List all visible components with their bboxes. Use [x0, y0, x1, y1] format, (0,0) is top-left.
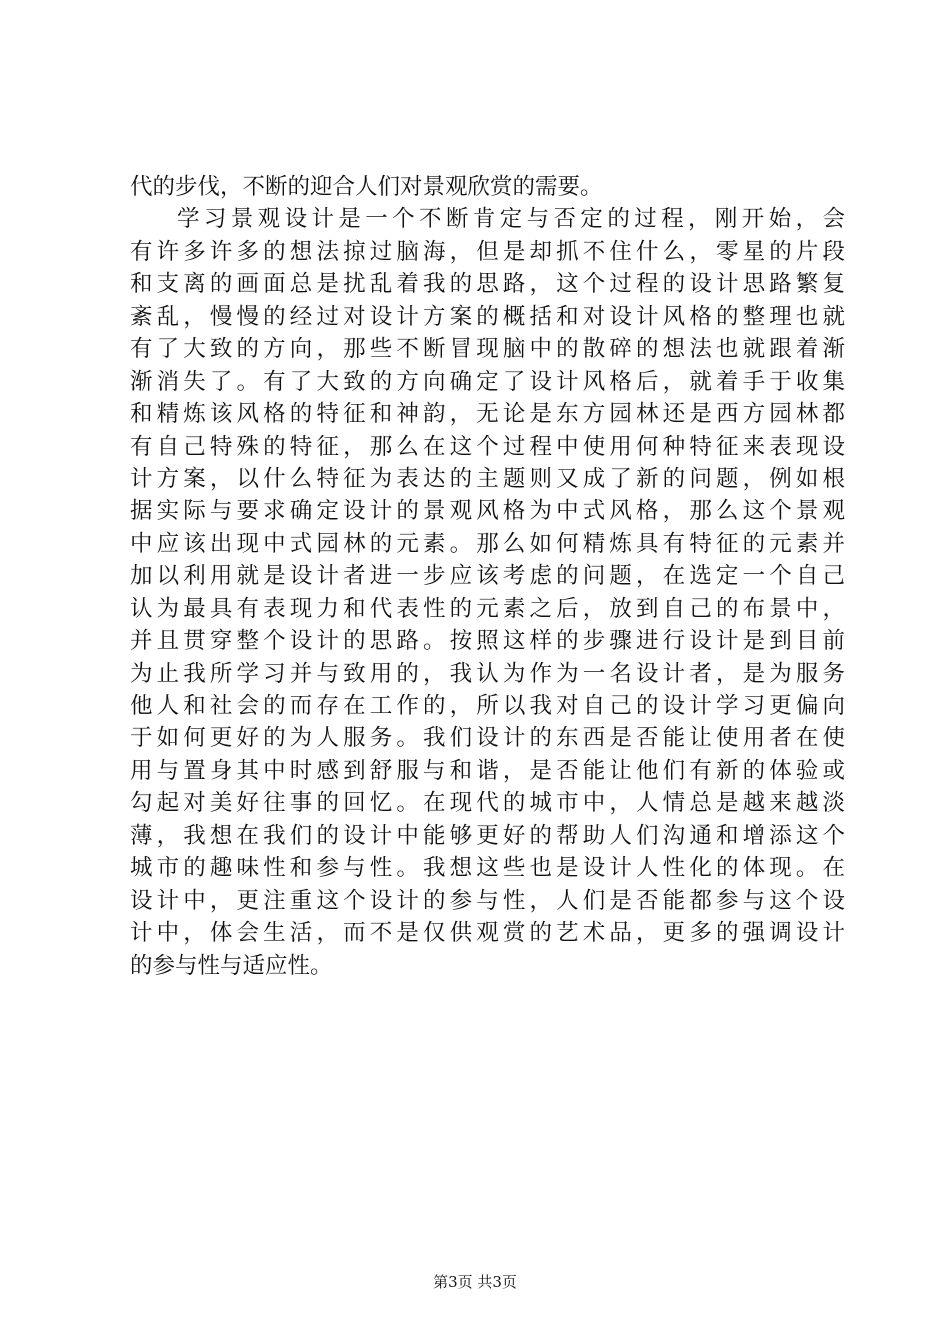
paragraph-line: 和支离的画面总是扰乱着我的思路，这个过程的设计思路繁复	[130, 271, 845, 298]
paragraph-line: 代的步伐，不断的迎合人们对景观欣赏的需要。	[130, 174, 603, 200]
paragraph-line: 薄，我想在我们的设计中能够更好的帮助人们沟通和增添这个	[130, 822, 845, 849]
paragraph-line: 学习景观设计是一个不断肯定与否定的过程，刚开始，会	[177, 206, 845, 233]
paragraph-line: 和精炼该风格的特征和神韵，无论是东方园林还是西方园林都	[130, 401, 845, 428]
paragraph-line: 据实际与要求确定设计的景观风格为中式风格，那么这个景观	[130, 498, 845, 525]
paragraph-line: 紊乱，慢慢的经过对设计方案的概括和对设计风格的整理也就	[130, 303, 845, 330]
paragraph-line: 计中，体会生活，而不是仅供观赏的艺术品，更多的强调设计	[130, 920, 845, 947]
paragraph-line: 为止我所学习并与致用的，我认为作为一名设计者，是为服务	[130, 660, 845, 687]
page-number-footer: 第3页 共3页	[433, 1273, 517, 1291]
paragraph-line: 渐消失了。有了大致的方向确定了设计风格后，就着手于收集	[130, 368, 845, 395]
paragraph-line: 于如何更好的为人服务。我们设计的东西是否能让使用者在使	[130, 725, 845, 752]
paragraph-line: 的参与性与适应性。	[130, 952, 333, 979]
paragraph-line: 有自己特殊的特征，那么在这个过程中使用何种特征来表现设	[130, 433, 845, 460]
paragraph-line: 勾起对美好往事的回忆。在现代的城市中，人情总是越来越淡	[130, 790, 845, 817]
paragraph-line: 计方案，以什么特征为表达的主题则又成了新的问题，例如根	[130, 465, 845, 492]
paragraph-line: 认为最具有表现力和代表性的元素之后，放到自己的布景中，	[130, 595, 845, 622]
document-body	[130, 171, 845, 982]
paragraph-line: 他人和社会的而存在工作的，所以我对自己的设计学习更偏向	[130, 693, 845, 719]
paragraph-line: 中应该出现中式园林的元素。那么如何精炼具有特征的元素并	[130, 530, 845, 557]
paragraph-line: 城市的趣味性和参与性。我想这些也是设计人性化的体现。在	[130, 855, 845, 882]
paragraph-line: 设计中，更注重这个设计的参与性，人们是否能都参与这个设	[130, 887, 845, 914]
paragraph-line: 用与置身其中时感到舒服与和谐，是否能让他们有新的体验或	[130, 757, 845, 784]
paragraph-line: 有了大致的方向，那些不断冒现脑中的散碎的想法也就跟着渐	[130, 336, 845, 363]
paragraph-line: 并且贯穿整个设计的思路。按照这样的步骤进行设计是到目前	[130, 628, 845, 655]
paragraph-line: 有许多许多的想法掠过脑海，但是却抓不住什么，零星的片段	[130, 238, 845, 265]
paragraph-line: 加以利用就是设计者进一步应该考虑的问题，在选定一个自己	[130, 563, 845, 590]
